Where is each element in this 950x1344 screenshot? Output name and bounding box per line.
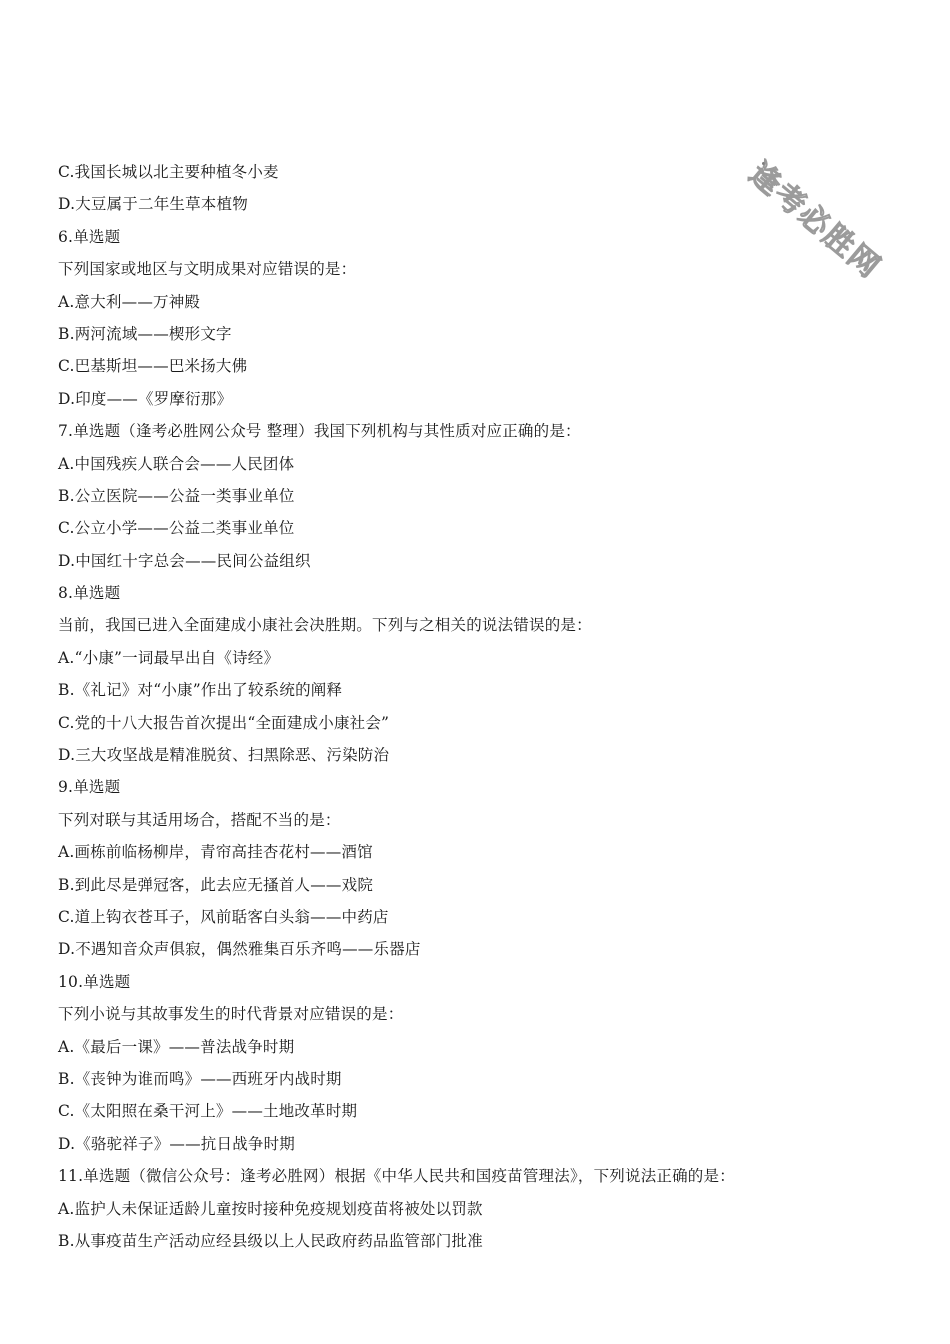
option-a-q11: A.监护人未保证适龄儿童按时接种免疫规划疫苗将被处以罚款 [58,1199,483,1218]
question-8-stem: 当前，我国已进入全面建成小康社会决胜期。下列与之相关的说法错误的是： [58,616,592,635]
option-d-q9: D.不遇知音众声俱寂，偶然雅集百乐齐鸣——乐器店 [58,940,421,959]
question-7-stem: 7.单选题（逢考必胜网公众号 整理）我国下列机构与其性质对应正确的是： [58,422,581,441]
watermark-text: 逢考必胜网 [742,156,888,286]
option-a-q8: A.“小康”一词最早出自《诗经》 [58,648,280,667]
option-b-q11: B.从事疫苗生产活动应经县级以上人民政府药品监管部门批准 [58,1231,483,1250]
question-6-stem: 下列国家或地区与文明成果对应错误的是： [58,260,357,279]
option-d-q8: D.三大攻坚战是精准脱贫、扫黑除恶、污染防治 [58,746,390,765]
option-a-q9: A.画栋前临杨柳岸，青帘高挂杏花村——酒馆 [58,843,373,862]
question-11-stem: 11.单选题（微信公众号：逢考必胜网）根据《中华人民共和国疫苗管理法》，下列说法正确的是： [58,1167,735,1186]
option-d-q5: D.大豆属于二年生草本植物 [58,195,248,214]
option-c-q8: C.党的十八大报告首次提出“全面建成小康社会” [58,713,390,732]
question-9-heading: 9.单选题 [58,778,121,797]
option-b-q9: B.到此尽是弹冠客，此去应无搔首人——戏院 [58,875,374,894]
option-b-q10: B.《丧钟为谁而鸣》——西班牙内战时期 [58,1069,342,1088]
document-body [58,156,878,1257]
option-a-q7: A.中国残疾人联合会——人民团体 [58,454,295,473]
option-d-q10: D.《骆驼祥子》——抗日战争时期 [58,1134,296,1153]
option-c-q6: C.巴基斯坦——巴米扬大佛 [58,357,248,376]
question-8-heading: 8.单选题 [58,584,121,603]
option-d-q6: D.印度——《罗摩衍那》 [58,389,233,408]
question-6-heading: 6.单选题 [58,227,121,246]
option-a-q10: A.《最后一课》——普法战争时期 [58,1037,295,1056]
question-10-heading: 10.单选题 [58,972,131,991]
option-c-q5: C.我国长城以北主要种植冬小麦 [58,163,279,181]
option-c-q7: C.公立小学——公益二类事业单位 [58,519,295,538]
option-b-q8: B.《礼记》对“小康”作出了较系统的阐释 [58,681,343,700]
option-c-q10: C.《太阳照在桑干河上》——土地改革时期 [58,1102,358,1121]
option-c-q9: C.道上钩衣苍耳子，风前聒客白头翁——中药店 [58,907,389,926]
option-d-q7: D.中国红十字总会——民间公益组织 [58,551,311,570]
option-a-q6: A.意大利——万神殿 [58,292,201,311]
question-9-stem: 下列对联与其适用场合，搭配不当的是： [58,810,341,829]
option-b-q6: B.两河流域——楔形文字 [58,324,232,343]
question-10-stem: 下列小说与其故事发生的时代背景对应错误的是： [58,1005,404,1024]
option-b-q7: B.公立医院——公益一类事业单位 [58,486,295,505]
